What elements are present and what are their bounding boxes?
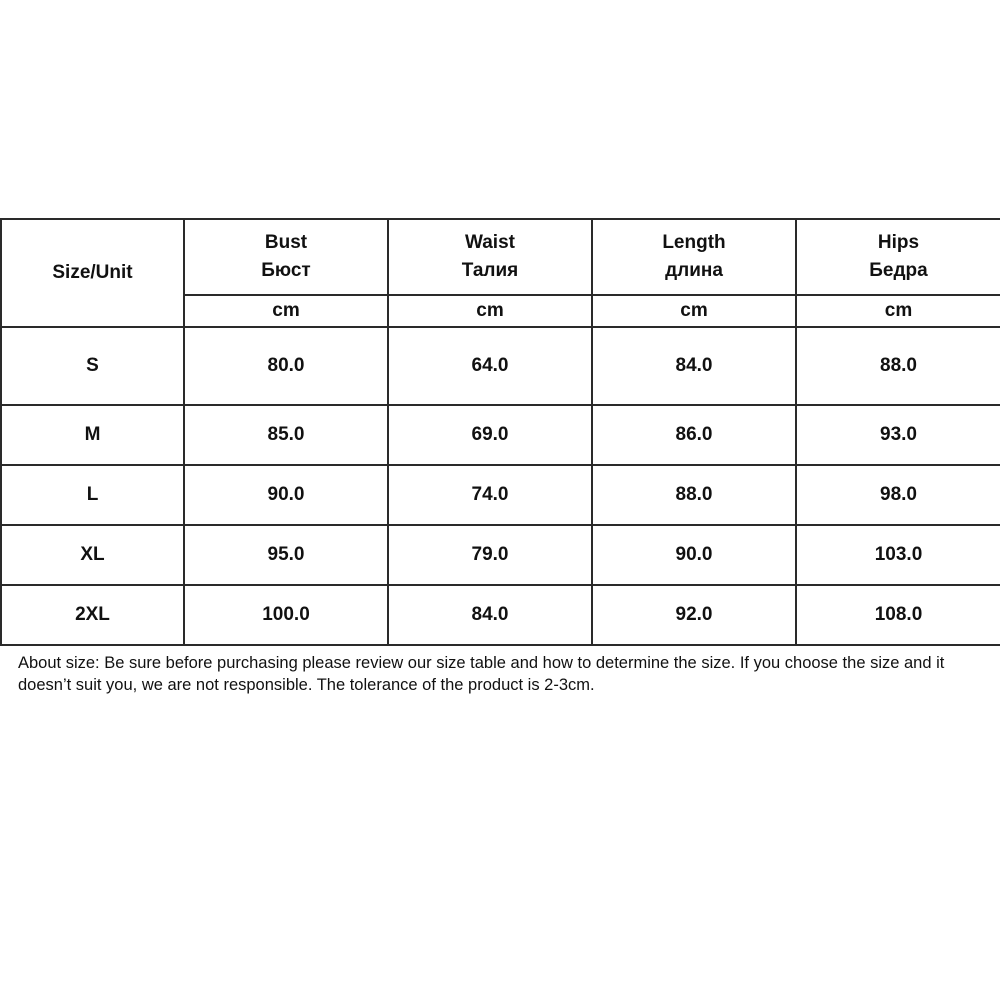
header-row — [1, 219, 1000, 295]
size-label: 2XL — [1, 585, 184, 645]
length-unit: cm — [592, 295, 796, 327]
waist-label-en: Waist — [465, 232, 515, 254]
waist-value: 79.0 — [388, 525, 592, 585]
bust-label-ru: Бюст — [261, 260, 311, 281]
size-note: About size: Be sure before purchasing please review our size table and how to determine the size. If you choose the size and it doesn’t suit you, we are not responsible. The tolerance of the product is 2-3cm. — [18, 654, 945, 694]
length-label-ru: длина — [665, 260, 723, 281]
length-value: 92.0 — [592, 585, 796, 645]
table-row — [1, 465, 1000, 525]
bust-header — [184, 219, 388, 295]
size-label: S — [1, 327, 184, 405]
hips-value: 98.0 — [796, 465, 1000, 525]
hips-value: 108.0 — [796, 585, 1000, 645]
length-value: 86.0 — [592, 405, 796, 465]
size-table — [0, 218, 1000, 646]
waist-value: 74.0 — [388, 465, 592, 525]
bust-value: 100.0 — [184, 585, 388, 645]
hips-unit: cm — [796, 295, 1000, 327]
size-label: L — [1, 465, 184, 525]
hips-header — [796, 219, 1000, 295]
length-value: 90.0 — [592, 525, 796, 585]
length-label-en: Length — [662, 232, 726, 254]
waist-value: 69.0 — [388, 405, 592, 465]
size-label: M — [1, 405, 184, 465]
bust-unit: cm — [184, 295, 388, 327]
size-label: XL — [1, 525, 184, 585]
bust-value: 90.0 — [184, 465, 388, 525]
bust-value: 80.0 — [184, 327, 388, 405]
waist-label-ru: Талия — [461, 260, 519, 281]
hips-value: 88.0 — [796, 327, 1000, 405]
length-header — [592, 219, 796, 295]
bust-value: 85.0 — [184, 405, 388, 465]
hips-label-ru: Бедра — [869, 260, 928, 281]
hips-value: 103.0 — [796, 525, 1000, 585]
table-row — [1, 585, 1000, 645]
waist-value: 64.0 — [388, 327, 592, 405]
length-value: 84.0 — [592, 327, 796, 405]
length-value: 88.0 — [592, 465, 796, 525]
bust-label-en: Bust — [264, 232, 308, 254]
waist-header — [388, 219, 592, 295]
waist-unit: cm — [388, 295, 592, 327]
waist-value: 84.0 — [388, 585, 592, 645]
table-row — [1, 525, 1000, 585]
hips-value: 93.0 — [796, 405, 1000, 465]
size-unit-header: Size/Unit — [1, 219, 184, 327]
hips-label-en: Hips — [877, 232, 920, 254]
table-row — [1, 405, 1000, 465]
bust-value: 95.0 — [184, 525, 388, 585]
table-row — [1, 327, 1000, 405]
